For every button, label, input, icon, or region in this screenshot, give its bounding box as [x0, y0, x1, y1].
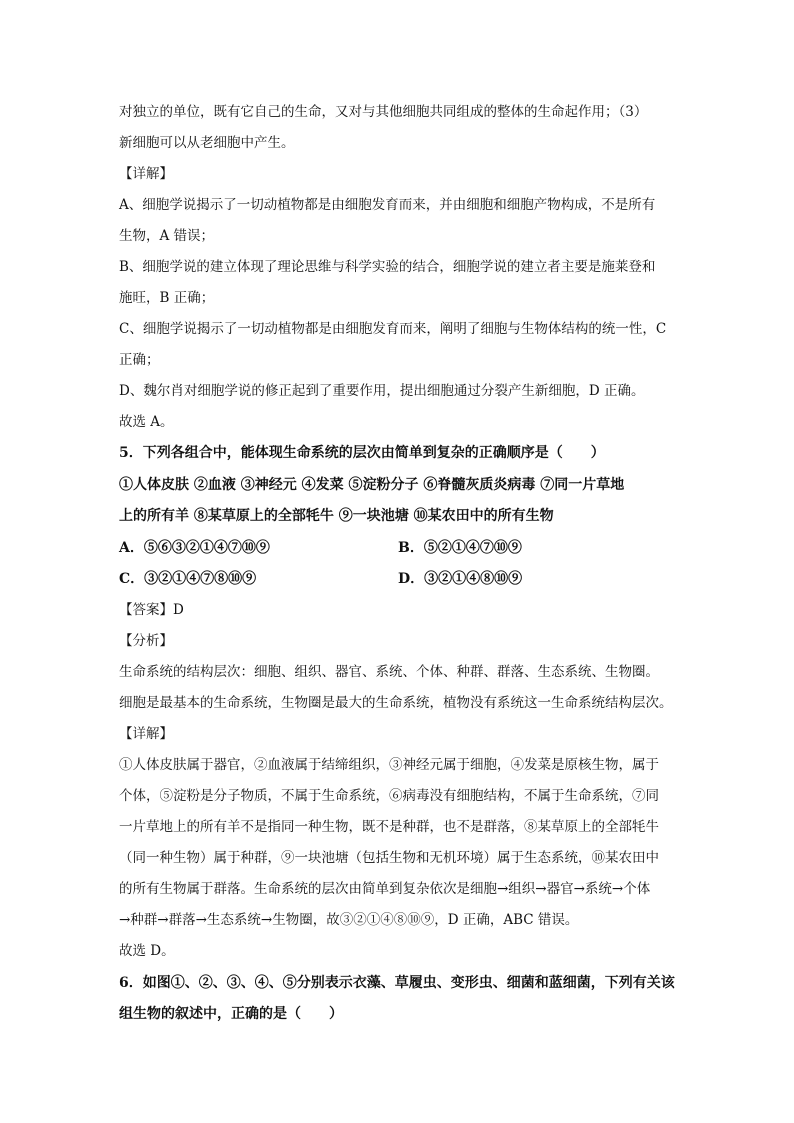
- detail-text-line-6: →种群→群落→生态系统→生物圈，故③②①④⑧⑩⑨，D 正确，ABC 错误。: [119, 912, 579, 928]
- detail-c-line-2: 正确；: [119, 352, 160, 368]
- detail-d-line: D、魏尔肖对细胞学说的修正起到了重要作用，提出细胞通过分裂产生新细胞，D 正确。: [119, 383, 645, 399]
- analysis-line-2: 新细胞可以从老细胞中产生。: [119, 135, 295, 151]
- analysis-text-line-1: 生命系统的结构层次：细胞、组织、器官、系统、个体、种群、群落、生态系统、生物圈。: [119, 664, 659, 680]
- detail-c-line-1: C、细胞学说揭示了一切动植物都是由细胞发育而来，阐明了细胞与生物体结构的统一性，C: [119, 321, 667, 337]
- detail-text-line-4: （同一种生物）属于种群，⑨一块池塘（包括生物和无机环境）属于生态系统，⑩某农田中: [119, 850, 659, 866]
- detail-a-line-2: 生物，A 错误；: [119, 228, 215, 244]
- question-6-stem-line-2: 组生物的叙述中，正确的是（ ）: [119, 1006, 343, 1022]
- question-5-stem: 5．下列各组合中，能体现生命系统的层次由简单到复杂的正确顺序是（ ）: [119, 445, 605, 461]
- detail-b-line-2: 施旺，B 正确；: [119, 290, 215, 306]
- question-5-option-b: B．⑤②①④⑦⑩⑨: [398, 540, 522, 556]
- detail-b-line-1: B、细胞学说的建立体现了理论思维与科学实验的结合，细胞学说的建立者主要是施莱登和: [119, 259, 656, 275]
- answer-choice-line: 故选 A。: [119, 414, 174, 430]
- detail-text-line-2: 个体，⑤淀粉是分子物质，不属于生命系统，⑥病毒没有细胞结构，不属于生命系统，⑦同: [119, 788, 659, 804]
- detail-text-line-1: ①人体皮肤属于器官，②血液属于结缔组织，③神经元属于细胞，④发菜是原核生物，属于: [119, 757, 659, 773]
- question-5-items-line-1: ①人体皮肤 ②血液 ③神经元 ④发菜 ⑤淀粉分子 ⑥脊髓灰质炎病毒 ⑦同一片草地: [119, 477, 625, 493]
- detail-text-line-5: 的所有生物属于群落。生命系统的层次由简单到复杂依次是细胞→组织→器官→系统→个体: [119, 881, 651, 897]
- question-5-items-line-2: 上的所有羊 ⑧某草原上的全部牦牛 ⑨一块池塘 ⑩某农田中的所有生物: [119, 508, 554, 524]
- detail-text-line-3: 一片草地上的所有羊不是指同一种生物，既不是种群，也不是群落，⑧某草原上的全部牦牛: [119, 819, 659, 835]
- answer-label: 【答案】D: [119, 602, 184, 618]
- analysis-line-1: 对独立的单位，既有它自己的生命，又对与其他细胞共同组成的整体的生命起作用；（3）: [119, 104, 648, 120]
- question-5-option-c: C．③②①④⑦⑧⑩⑨: [119, 571, 257, 587]
- question-5-option-d: D．③②①④⑧⑩⑨: [398, 571, 523, 587]
- detail-heading: 【详解】: [119, 166, 173, 182]
- analysis-heading: 【分析】: [119, 633, 173, 649]
- answer-choice-line-2: 故选 D。: [119, 943, 175, 959]
- question-5-option-a: A．⑤⑥③②①④⑦⑩⑨: [119, 540, 270, 556]
- detail-heading-2: 【详解】: [119, 726, 173, 742]
- question-6-stem-line-1: 6．如图①、②、③、④、⑤分别表示衣藻、草履虫、变形虫、细菌和蓝细菌，下列有关该: [119, 975, 675, 991]
- detail-a-line-1: A、细胞学说揭示了一切动植物都是由细胞发育而来，并由细胞和细胞产物构成，不是所有: [119, 197, 656, 213]
- analysis-text-line-2: 细胞是最基本的生命系统，生物圈是最大的生命系统，植物没有系统这一生命系统结构层次。: [119, 695, 673, 711]
